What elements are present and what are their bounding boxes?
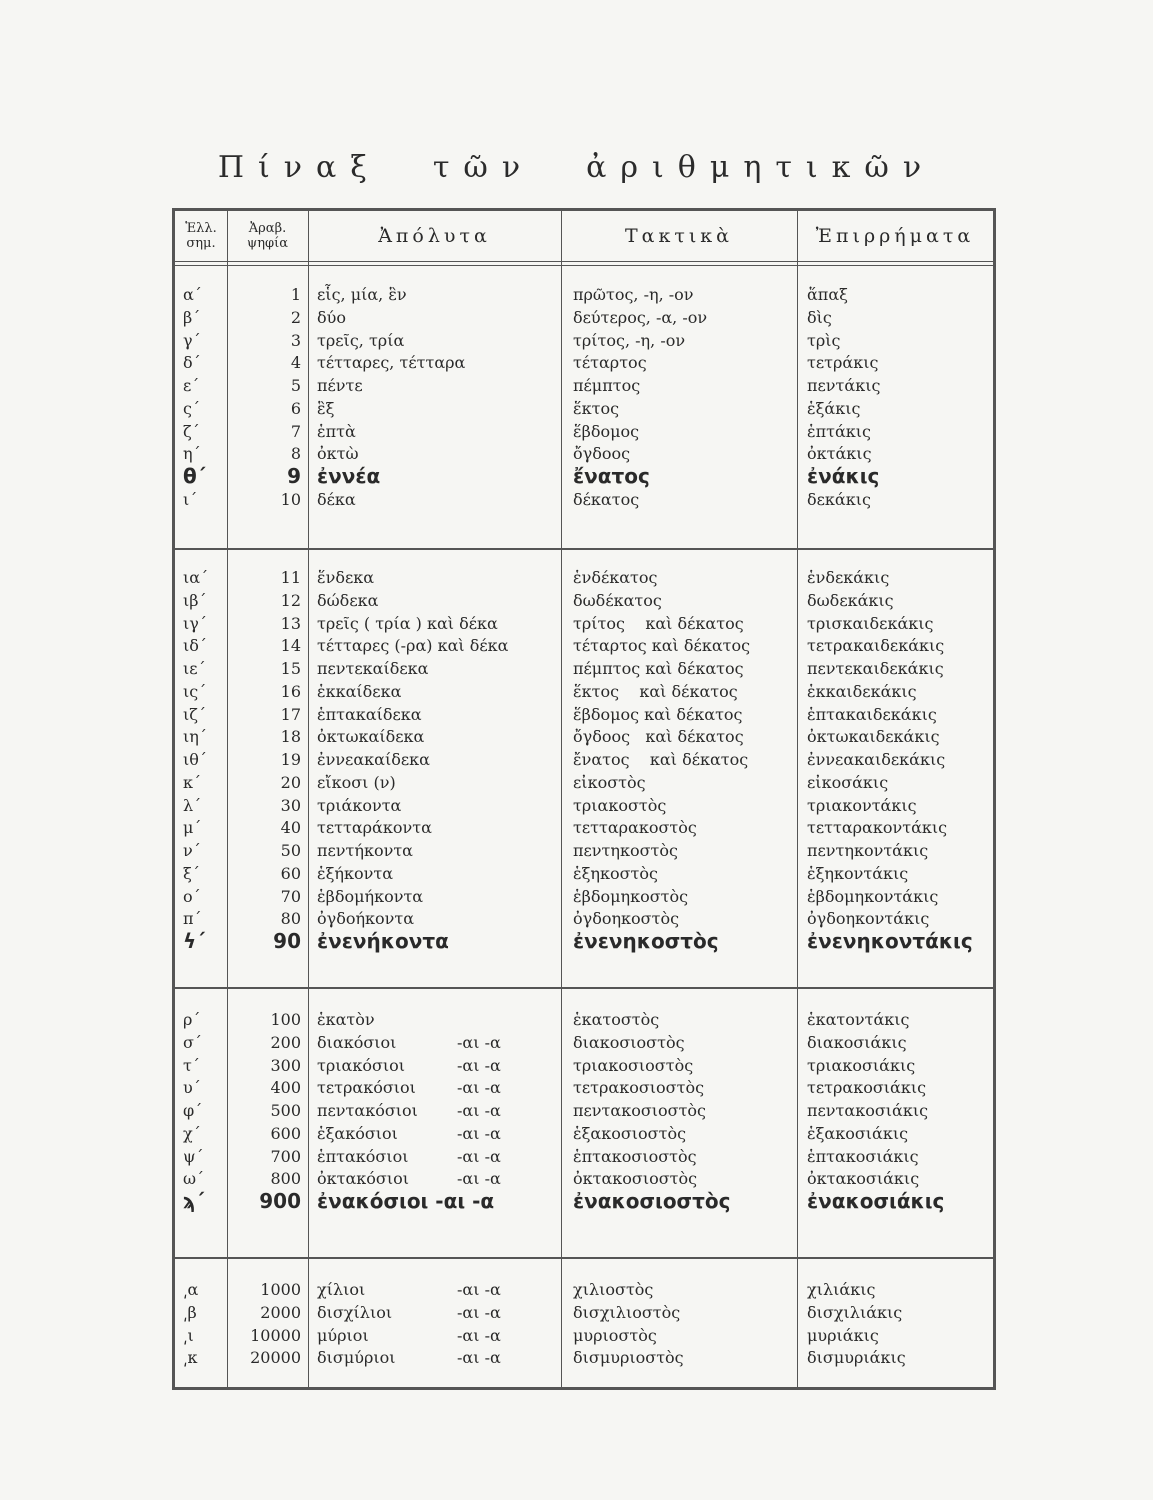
table-row	[175, 1301, 993, 1324]
adverb-cell: ἑνδεκάκις	[807, 568, 890, 587]
absolute-cell: ἐννέα	[317, 464, 381, 488]
absolute-cell: πεντήκοντα	[317, 841, 413, 860]
header-arabic-digits: Ἀραβ. ψηφία	[247, 221, 288, 251]
greek-numeral-cell: ιγ΄	[183, 613, 207, 633]
adverb-cell: τετράκις	[807, 353, 879, 373]
table-row	[175, 420, 993, 443]
greek-numeral-cell: ξ΄	[183, 863, 200, 883]
absolute-suffix-cell: -αι -α	[457, 1348, 501, 1368]
greek-numeral-cell: ιη΄	[183, 727, 207, 747]
absolute-suffix-cell: -αι -α	[457, 1169, 501, 1189]
ordinal-cell: ἑπτακοσιοστὸς	[573, 1146, 697, 1166]
arabic-numeral-cell: 2000	[260, 1302, 301, 1322]
greek-numeral-cell: ς΄	[183, 398, 200, 418]
arabic-numeral-cell: 300	[270, 1055, 301, 1075]
absolute-cell: χίλιοι	[317, 1280, 366, 1299]
absolute-cell: ἑβδομήκοντα	[317, 886, 424, 906]
arabic-numeral-cell: 900	[259, 1189, 301, 1213]
arabic-numeral-cell: 7	[290, 421, 301, 441]
ordinal-cell: ὀγδοηκοστὸς	[573, 909, 680, 929]
greek-numeral-cell: ͵ι	[183, 1325, 194, 1345]
adverb-cell: ἐνάκις	[807, 464, 880, 488]
arabic-numeral-cell: 2	[290, 307, 301, 327]
adverb-cell: ὀκτωκαιδεκάκις	[807, 727, 940, 747]
table-row	[175, 657, 993, 680]
ordinal-cell: τρίτος, -η, -ον	[573, 330, 686, 350]
absolute-cell: ἑκατὸν	[317, 1010, 375, 1029]
table-row	[175, 1122, 993, 1145]
ordinal-cell: τέταρτος	[573, 353, 647, 373]
adverb-cell: ἑπτάκις	[807, 421, 871, 441]
arabic-numeral-cell: 4	[290, 353, 301, 373]
absolute-cell: ἐνενήκοντα	[317, 929, 449, 953]
page-title	[0, 150, 1153, 185]
absolute-cell: ὀκτὼ	[317, 444, 359, 464]
greek-numeral-cell: ϟ΄	[183, 929, 206, 953]
ordinal-cell: ἔνατος καὶ δέκατος	[573, 750, 749, 769]
ordinal-cell: ἕκτος	[573, 398, 620, 418]
ordinal-cell: πέμπτος καὶ δέκατος	[573, 659, 744, 678]
absolute-suffix-cell: -αι -α	[457, 1055, 501, 1075]
ordinal-cell: δεύτερος, -α, -ον	[573, 307, 708, 327]
table-row	[175, 442, 993, 465]
table-row	[175, 374, 993, 397]
arabic-numeral-cell: 6	[290, 398, 301, 418]
absolute-cell: τετρακόσιοι	[317, 1078, 416, 1098]
arabic-numeral-cell: 20000	[250, 1348, 301, 1368]
greek-numeral-cell: μ΄	[183, 818, 202, 838]
adverb-cell: ὀκτακοσιάκις	[807, 1169, 920, 1189]
arabic-numeral-cell: 40	[280, 818, 301, 838]
table-row	[175, 680, 993, 703]
ordinal-cell: πεντηκοστὸς	[573, 841, 678, 860]
absolute-cell: ἑξήκοντα	[317, 863, 393, 883]
arabic-numeral-cell: 10	[280, 489, 301, 509]
ordinal-cell: ἑβδομηκοστὸς	[573, 886, 689, 906]
header-ordinal: Τακτικὰ	[624, 225, 734, 247]
arabic-numeral-cell: 50	[280, 841, 301, 860]
absolute-cell: δύο	[317, 307, 346, 327]
arabic-numeral-cell: 9	[287, 464, 301, 488]
ordinal-cell: δωδέκατος	[573, 590, 662, 610]
greek-numeral-cell: γ΄	[183, 330, 201, 350]
adverb-cell: ἐνενηκοντάκις	[807, 929, 973, 953]
absolute-suffix-cell: -αι -α	[457, 1123, 501, 1143]
ordinal-cell: τέταρτος καὶ δέκατος	[573, 636, 751, 656]
ordinal-cell: δισχιλιοστὸς	[573, 1302, 681, 1322]
table-row	[175, 907, 993, 930]
table-row	[175, 1145, 993, 1168]
adverb-cell: χιλιάκις	[807, 1280, 876, 1299]
table-row	[175, 928, 993, 954]
absolute-cell: μύριοι	[317, 1325, 369, 1345]
arabic-numeral-cell: 100	[270, 1010, 301, 1029]
absolute-cell: ὀγδοήκοντα	[317, 909, 415, 929]
adverb-cell: δωδεκάκις	[807, 590, 894, 610]
table-row	[175, 589, 993, 612]
arabic-numeral-cell: 19	[280, 750, 301, 769]
table-row	[175, 1188, 993, 1214]
table-row	[175, 566, 993, 589]
absolute-suffix-cell: -αι -α	[457, 1078, 501, 1098]
absolute-cell: ἓξ	[317, 398, 335, 418]
absolute-cell: ἐνακόσιοι -αι -α	[317, 1189, 495, 1213]
table-row	[175, 794, 993, 817]
absolute-cell: τριακόσιοι	[317, 1055, 406, 1075]
table-row	[175, 885, 993, 908]
ordinal-cell: ἕβδομος	[573, 421, 640, 441]
greek-numeral-cell: ιβ΄	[183, 590, 207, 610]
ordinal-cell: ἕκτος καὶ δέκατος	[573, 681, 738, 701]
greek-numeral-cell: χ΄	[183, 1123, 201, 1143]
greek-numeral-cell: ͵κ	[183, 1348, 198, 1368]
absolute-cell: εἴκοσι (ν)	[317, 772, 396, 792]
absolute-cell: διακόσιοι	[317, 1032, 397, 1052]
arabic-numeral-cell: 600	[270, 1123, 301, 1143]
arabic-numeral-cell: 11	[280, 568, 301, 587]
greek-numeral-cell: α΄	[183, 285, 202, 304]
greek-numeral-cell: κ΄	[183, 772, 201, 792]
table-row	[175, 397, 993, 420]
greek-numeral-cell: ιζ΄	[183, 704, 206, 724]
ordinal-cell: ὄγδοος καὶ δέκατος	[573, 727, 744, 747]
adverb-cell: ἑξακοσιάκις	[807, 1123, 909, 1143]
title-word-3: ἀριθμητικῶν	[586, 150, 936, 185]
absolute-cell: δισχίλιοι	[317, 1302, 393, 1322]
greek-numeral-cell: ζ΄	[183, 421, 200, 441]
adverb-cell: πεντακοσιάκις	[807, 1101, 929, 1120]
adverb-cell: τετρακαιδεκάκις	[807, 636, 945, 656]
arabic-numeral-cell: 18	[280, 727, 301, 747]
table-row	[175, 1031, 993, 1054]
ordinal-cell: πέμπτος	[573, 376, 641, 395]
ordinal-cell: πρῶτος, -η, -ον	[573, 285, 694, 304]
arabic-numeral-cell: 14	[280, 636, 301, 656]
adverb-cell: τετταρακοντάκις	[807, 818, 948, 838]
group-separator	[175, 987, 993, 989]
adverb-cell: τριακοντάκις	[807, 795, 917, 815]
arabic-numeral-cell: 17	[280, 704, 301, 724]
arabic-numeral-cell: 200	[270, 1032, 301, 1052]
greek-numeral-cell: ψ΄	[183, 1146, 204, 1166]
ordinal-cell: ἔνατος	[573, 464, 650, 488]
group-separator	[175, 548, 993, 550]
table-row	[175, 725, 993, 748]
adverb-cell: τριακοσιάκις	[807, 1055, 916, 1075]
header-rule	[175, 261, 993, 262]
arabic-numeral-cell: 13	[280, 613, 301, 633]
absolute-suffix-cell: -αι -α	[457, 1280, 501, 1299]
absolute-suffix-cell: -αι -α	[457, 1032, 501, 1052]
greek-numeral-cell: ο΄	[183, 886, 201, 906]
ordinal-cell: ὀκτακοσιοστὸς	[573, 1169, 698, 1189]
arabic-numeral-cell: 400	[270, 1078, 301, 1098]
arabic-numeral-cell: 1	[290, 285, 301, 304]
adverb-cell: τρὶς	[807, 330, 841, 350]
absolute-cell: ἕνδεκα	[317, 568, 375, 587]
absolute-cell: πεντεκαίδεκα	[317, 659, 429, 678]
ordinal-cell: τετρακοσιοστὸς	[573, 1078, 705, 1098]
ordinal-cell: ἑξηκοστὸς	[573, 863, 658, 883]
arabic-numeral-cell: 90	[273, 929, 301, 953]
arabic-numeral-cell: 1000	[260, 1280, 301, 1299]
absolute-suffix-cell: -αι -α	[457, 1325, 501, 1345]
table-row	[175, 839, 993, 862]
arabic-numeral-cell: 20	[280, 772, 301, 792]
table-row	[175, 1346, 993, 1369]
table-row	[175, 306, 993, 329]
table-row	[175, 1324, 993, 1347]
arabic-numeral-cell: 700	[270, 1146, 301, 1166]
absolute-cell: δισμύριοι	[317, 1348, 396, 1368]
absolute-cell: πεντακόσιοι	[317, 1101, 418, 1120]
greek-numeral-cell: ε΄	[183, 376, 200, 395]
absolute-cell: τετταράκοντα	[317, 818, 432, 838]
greek-numeral-cell: υ΄	[183, 1078, 201, 1098]
absolute-cell: τέτταρες, τέτταρα	[317, 353, 466, 373]
ordinal-cell: τριακοστὸς	[573, 795, 667, 815]
greek-numeral-cell: ις΄	[183, 681, 207, 701]
absolute-cell: πέντε	[317, 376, 363, 395]
absolute-cell: ἑξακόσιοι	[317, 1123, 398, 1143]
greek-numeral-cell: τ΄	[183, 1055, 200, 1075]
table-row	[175, 816, 993, 839]
greek-numeral-cell: ν΄	[183, 841, 201, 860]
absolute-cell: δέκα	[317, 489, 356, 509]
adverb-cell: ἑκατοντάκις	[807, 1010, 910, 1029]
table-row	[175, 862, 993, 885]
ordinal-cell: δισμυριοστὸς	[573, 1348, 684, 1368]
adverb-cell: ἑξηκοντάκις	[807, 863, 909, 883]
greek-numeral-cell: ι΄	[183, 489, 198, 509]
table-row	[175, 1008, 993, 1031]
ordinal-cell: ἑκατοστὸς	[573, 1010, 660, 1029]
adverb-cell: πεντάκις	[807, 376, 881, 395]
adverb-cell: ἐνακοσιάκις	[807, 1189, 945, 1213]
absolute-cell: τέτταρες (-ρα) καὶ δέκα	[317, 636, 509, 656]
ordinal-cell: τριακοσιοστὸς	[573, 1055, 694, 1075]
ordinal-cell: πεντακοσιοστὸς	[573, 1101, 707, 1120]
adverb-cell: τετρακοσιάκις	[807, 1078, 927, 1098]
absolute-suffix-cell: -αι -α	[457, 1146, 501, 1166]
table-row	[175, 1076, 993, 1099]
arabic-numeral-cell: 30	[280, 795, 301, 815]
ordinal-cell: δέκατος	[573, 489, 640, 509]
absolute-cell: ὀκτακόσιοι	[317, 1169, 410, 1189]
header-greek-signs: Ἑλλ. σημ.	[185, 221, 217, 251]
header-adverbs: Ἐπιρρήματα	[815, 225, 975, 247]
adverb-cell: πεντηκοντάκις	[807, 841, 929, 860]
absolute-cell: ἑπτακαίδεκα	[317, 704, 422, 724]
greek-numeral-cell: θ΄	[183, 464, 206, 488]
absolute-cell: δώδεκα	[317, 590, 379, 610]
arabic-numeral-cell: 5	[290, 376, 301, 395]
arabic-numeral-cell: 16	[280, 681, 301, 701]
arabic-numeral-cell: 3	[290, 330, 301, 350]
absolute-cell: τριάκοντα	[317, 795, 402, 815]
absolute-cell: ὀκτωκαίδεκα	[317, 727, 425, 747]
greek-numeral-cell: ιδ΄	[183, 636, 207, 656]
ordinal-cell: μυριοστὸς	[573, 1325, 657, 1345]
ordinal-cell: ἑξακοσιοστὸς	[573, 1123, 687, 1143]
table-row	[175, 488, 993, 511]
arabic-numeral-cell: 60	[280, 863, 301, 883]
arabic-numeral-cell: 80	[280, 909, 301, 929]
table-row	[175, 1278, 993, 1301]
greek-numeral-cell: η΄	[183, 444, 201, 464]
absolute-cell: τρεῖς ( τρία ) καὶ δέκα	[317, 613, 498, 633]
greek-numeral-cell: β΄	[183, 307, 201, 327]
adverb-cell: δισχιλιάκις	[807, 1302, 903, 1322]
greek-numeral-cell: ιθ΄	[183, 750, 207, 769]
header-absolute: Ἀπόλυτα	[378, 225, 491, 247]
greek-numeral-cell: ιε΄	[183, 659, 206, 678]
greek-numeral-cell: ρ΄	[183, 1010, 201, 1029]
ordinal-cell: ὄγδοος	[573, 444, 631, 464]
greek-numeral-cell: ϡ΄	[183, 1189, 205, 1213]
adverb-cell: διακοσιάκις	[807, 1032, 907, 1052]
ordinal-cell: τετταρακοστὸς	[573, 818, 697, 838]
greek-numeral-cell: δ΄	[183, 353, 201, 373]
absolute-cell: ἑπτακόσιοι	[317, 1146, 409, 1166]
table-row	[175, 612, 993, 635]
greek-numeral-cell: ια΄	[183, 568, 209, 587]
adverb-cell: πεντεκαιδεκάκις	[807, 659, 944, 678]
table-row	[175, 351, 993, 374]
greek-numeral-cell: σ΄	[183, 1032, 202, 1052]
adverb-cell: δεκάκις	[807, 489, 871, 509]
adverb-cell: εἰκοσάκις	[807, 772, 889, 792]
adverb-cell: ὀκτάκις	[807, 444, 872, 464]
arabic-numeral-cell: 15	[280, 659, 301, 678]
adverb-cell: ὀγδοηκοντάκις	[807, 909, 930, 929]
numerals-table	[172, 208, 996, 1390]
absolute-cell: ἐννεακαίδεκα	[317, 750, 430, 769]
table-row	[175, 463, 993, 489]
greek-numeral-cell: ͵β	[183, 1302, 197, 1322]
adverb-cell: δισμυριάκις	[807, 1348, 906, 1368]
absolute-cell: εἷς, μία, ἓν	[317, 285, 407, 304]
ordinal-cell: διακοσιοστὸς	[573, 1032, 685, 1052]
greek-numeral-cell: ͵α	[183, 1280, 199, 1299]
table-row	[175, 1167, 993, 1190]
greek-numeral-cell: φ΄	[183, 1101, 203, 1120]
adverb-cell: δὶς	[807, 307, 832, 327]
adverb-cell: ἑκκαιδεκάκις	[807, 681, 917, 701]
ordinal-cell: ἕβδομος καὶ δέκατος	[573, 704, 743, 724]
absolute-cell: τρεῖς, τρία	[317, 330, 405, 350]
ordinal-cell: χιλιοστὸς	[573, 1280, 654, 1299]
adverb-cell: ἑξάκις	[807, 398, 861, 418]
arabic-numeral-cell: 12	[280, 590, 301, 610]
absolute-suffix-cell: -αι -α	[457, 1302, 501, 1322]
arabic-numeral-cell: 70	[280, 886, 301, 906]
header-rule	[175, 265, 993, 266]
group-separator	[175, 1257, 993, 1259]
greek-numeral-cell: ω΄	[183, 1169, 205, 1189]
table-row	[175, 703, 993, 726]
table-row	[175, 1099, 993, 1122]
table-row	[175, 283, 993, 306]
ordinal-cell: εἰκοστὸς	[573, 772, 646, 792]
absolute-suffix-cell: -αι -α	[457, 1101, 501, 1120]
ordinal-cell: ἐνακοσιοστὸς	[573, 1189, 731, 1213]
ordinal-cell: τρίτος καὶ δέκατος	[573, 613, 744, 633]
greek-numeral-cell: λ΄	[183, 795, 202, 815]
title-word-2: τῶν	[432, 150, 535, 185]
adverb-cell: ἑπτακοσιάκις	[807, 1146, 919, 1166]
adverb-cell: ἅπαξ	[807, 285, 848, 304]
absolute-cell: ἑκκαίδεκα	[317, 681, 402, 701]
title-word-1: Πίναξ	[217, 150, 381, 185]
adverb-cell: ἐννεακαιδεκάκις	[807, 750, 946, 769]
table-row	[175, 748, 993, 771]
arabic-numeral-cell: 10000	[250, 1325, 301, 1345]
adverb-cell: τρισκαιδεκάκις	[807, 613, 934, 633]
adverb-cell: ἑπτακαιδεκάκις	[807, 704, 937, 724]
adverb-cell: μυριάκις	[807, 1325, 879, 1345]
arabic-numeral-cell: 500	[270, 1101, 301, 1120]
ordinal-cell: ἐνενηκοστὸς	[573, 929, 719, 953]
absolute-cell: ἑπτὰ	[317, 421, 356, 441]
arabic-numeral-cell: 8	[290, 444, 301, 464]
table-row	[175, 771, 993, 794]
arabic-numeral-cell: 800	[270, 1169, 301, 1189]
ordinal-cell: ἑνδέκατος	[573, 568, 658, 587]
table-row	[175, 329, 993, 352]
table-row	[175, 1054, 993, 1077]
adverb-cell: ἑβδομηκοντάκις	[807, 886, 939, 906]
greek-numeral-cell: π΄	[183, 909, 202, 929]
table-row	[175, 634, 993, 657]
